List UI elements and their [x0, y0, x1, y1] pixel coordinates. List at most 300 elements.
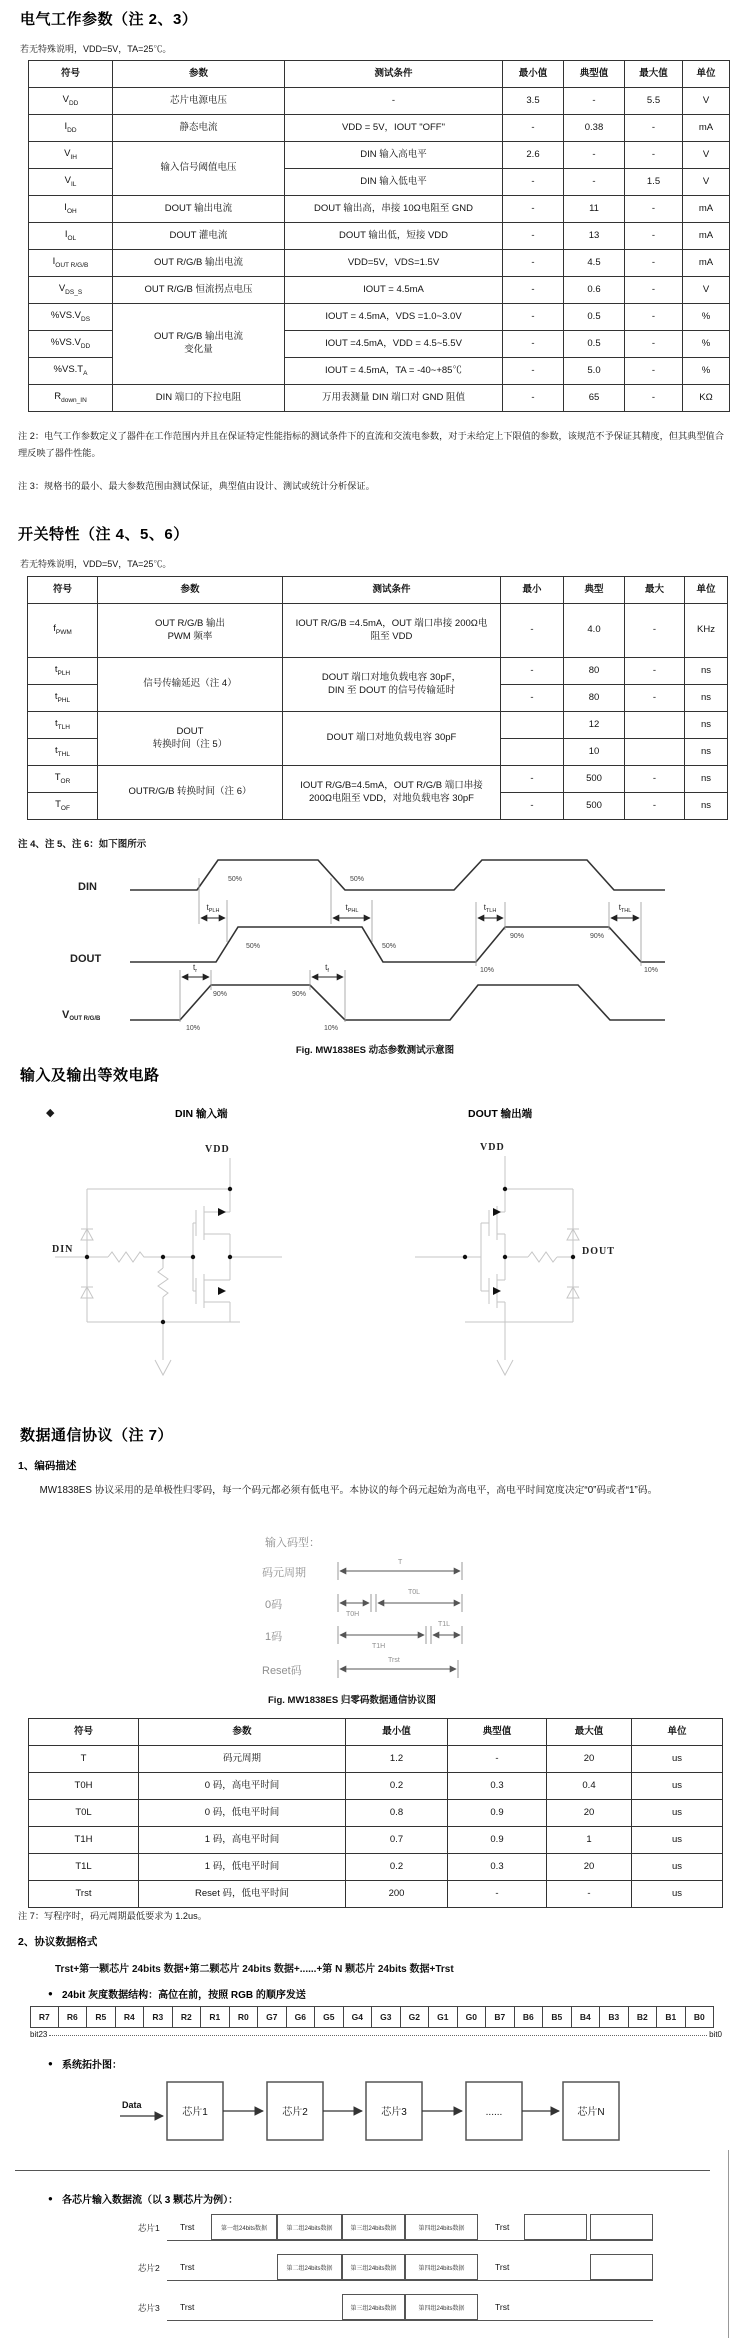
col-symbol: 符号 — [29, 1719, 139, 1746]
symbol-cell: $V_{DS\_S}$ — [29, 277, 113, 304]
col-unit: 单位 — [683, 61, 730, 88]
unit-cell: % — [683, 304, 730, 331]
dotted-leader — [49, 2035, 707, 2036]
table-row — [29, 142, 730, 169]
table-row — [29, 1800, 723, 1827]
cond-cell: - — [285, 88, 503, 115]
min-cell: 1.2 — [346, 1746, 448, 1773]
symbol-cell: $V_{IL}$ — [29, 169, 113, 196]
stream-baseline — [167, 2320, 653, 2321]
param-cell: OUT R/G/B 恒流拐点电压 — [113, 277, 285, 304]
symbol-cell: $I_{DD}$ — [29, 115, 113, 142]
col-unit: 单位 — [632, 1719, 723, 1746]
dout-output-circuit — [415, 1142, 615, 1375]
symbol-cell: $V_{DD}$ — [29, 88, 113, 115]
tf-label: $t_f$ — [325, 963, 329, 974]
symbol-cell: $I_{OUT R/G/B}$ — [29, 250, 113, 277]
T-label: T — [398, 1559, 403, 1566]
typ-cell: 0.38 — [564, 115, 625, 142]
table-row — [29, 1854, 723, 1881]
symbol-cell: $V_{IH}$ — [29, 142, 113, 169]
symbol-cell: Trst — [29, 1881, 139, 1908]
data-group-box: 第三组24bits数据 — [342, 2214, 405, 2240]
col-typ: 典型值 — [564, 61, 625, 88]
min-cell — [501, 712, 564, 739]
max-cell: - — [625, 115, 683, 142]
table-row — [29, 223, 730, 250]
max-cell: - — [625, 604, 685, 658]
unit-cell: % — [683, 331, 730, 358]
typ-cell: 0.3 — [448, 1854, 547, 1881]
cond-cell: IOUT R/G/B=4.5mA，OUT R/G/B 端口串接 200Ω电阻至 VDD，对地负载电容 30pF — [283, 766, 501, 820]
symbol-cell: $t_{PHL}$ — [28, 685, 98, 712]
typ-cell: - — [564, 88, 625, 115]
unit-cell: us — [632, 1800, 723, 1827]
data-group-box: 第四组24bits数据 — [405, 2214, 478, 2240]
din-pin-label: DIN — [52, 1244, 74, 1255]
T0L-label: T0L — [408, 1589, 421, 1596]
bit-cell: R6 — [59, 2006, 88, 2028]
pct-label: 10% — [324, 1025, 339, 1032]
chip-box-label: 芯片2 — [282, 2107, 308, 2118]
table-row — [29, 1881, 723, 1908]
data-label: Data — [122, 2100, 142, 2110]
table-row — [28, 766, 728, 793]
cond-cell: VDD = 5V，IOUT "OFF" — [285, 115, 503, 142]
table-row — [29, 196, 730, 223]
col-param: 参数 — [113, 61, 285, 88]
section-title-protocol: 数据通信协议（注 7） — [20, 1427, 174, 1444]
col-symbol: 符号 — [28, 577, 98, 604]
unit-cell: ns — [685, 793, 728, 820]
typ-cell: 4.5 — [564, 250, 625, 277]
bit-cell: B1 — [657, 2006, 686, 2028]
min-cell: 2.6 — [503, 142, 564, 169]
stream-chip-label: 芯片3 — [138, 2303, 160, 2313]
typ-cell: 0.6 — [564, 277, 625, 304]
bit-range-line — [30, 2030, 722, 2039]
min-cell: - — [503, 169, 564, 196]
max-cell: - — [625, 331, 683, 358]
tplh-label: $t_{PLH}$ — [206, 903, 220, 914]
symbol-cell: $t_{PLH}$ — [28, 658, 98, 685]
dout-pin-label: DOUT — [582, 1246, 615, 1257]
unit-cell: KHz — [685, 604, 728, 658]
pct-label: 50% — [350, 876, 365, 883]
bit23-label: bit23 — [30, 2030, 48, 2039]
cond-cell: DIN 输入高电平 — [285, 142, 503, 169]
chip-box-label: ...... — [485, 2107, 503, 2118]
page-divider — [15, 2170, 710, 2171]
typ-cell: 65 — [564, 385, 625, 412]
symbol-cell: T0L — [29, 1800, 139, 1827]
table-row — [29, 385, 730, 412]
typ-cell: 11 — [564, 196, 625, 223]
section-title-electrical: 电气工作参数（注 2、3） — [20, 11, 198, 28]
table-row — [29, 277, 730, 304]
symbol-cell: $t_{TLH}$ — [28, 712, 98, 739]
min-cell: - — [503, 250, 564, 277]
bit-cell: B4 — [572, 2006, 601, 2028]
col-min: 最小 — [501, 577, 564, 604]
symbol-cell: T1L — [29, 1854, 139, 1881]
din-input-circuit — [52, 1144, 282, 1375]
unit-cell: ns — [685, 658, 728, 685]
max-cell: 20 — [547, 1854, 632, 1881]
ttlh-label: $t_{TLH}$ — [483, 903, 497, 914]
data-group-box: 第四组24bits数据 — [405, 2254, 478, 2280]
param-cell: DOUT 灌电流 — [113, 223, 285, 250]
typ-cell: 4.0 — [564, 604, 625, 658]
bit-cell: B0 — [686, 2006, 715, 2028]
code0-label: 0码 — [265, 1599, 283, 1611]
typ-cell: 0.5 — [564, 331, 625, 358]
din-circuit-title: DIN 输入端 — [175, 1108, 228, 1120]
empty-data-box — [590, 2214, 653, 2240]
param-cell: 1 码，高电平时间 — [139, 1827, 346, 1854]
vdd-label: VDD — [205, 1144, 230, 1155]
bit-cell: R5 — [87, 2006, 116, 2028]
pct-label: 10% — [480, 967, 495, 974]
cond-cell: DOUT 端口对地负载电容 30pF， DIN 至 DOUT 的信号传输延时 — [283, 658, 501, 712]
min-cell: - — [501, 658, 564, 685]
col-min: 最小值 — [503, 61, 564, 88]
table-row — [29, 115, 730, 142]
unit-cell: us — [632, 1881, 723, 1908]
trst-label: Trst — [495, 2262, 510, 2272]
unit-cell: mA — [683, 250, 730, 277]
symbol-cell: $t_{THL}$ — [28, 739, 98, 766]
bit-cell: R2 — [173, 2006, 202, 2028]
symbol-cell: $T_{OF}$ — [28, 793, 98, 820]
cond-cell: DIN 输入低电平 — [285, 169, 503, 196]
symbol-cell: T1H — [29, 1827, 139, 1854]
T1L-label: T1L — [438, 1621, 451, 1628]
note-7: 注 7：写程序时，码元周期最低要求为 1.2us。 — [18, 1911, 207, 1921]
code-period-label: 码元周期 — [262, 1567, 306, 1579]
param-cell: DIN 端口的下拉电阻 — [113, 385, 285, 412]
typ-cell: - — [448, 1746, 547, 1773]
max-cell: - — [625, 250, 683, 277]
param-cell: 0 码，低电平时间 — [139, 1800, 346, 1827]
note-2: 注 2：电气工作参数定义了器件在工作范围内并且在保证特定性能指标的测试条件下的直流和交流电参数，对于未给定上下限值的参数，该规范不予保证其精度，但其典型值合理反映了器件性能。 — [18, 431, 724, 459]
cond-cell: IOUT R/G/B =4.5mA，OUT 端口串接 200Ω电 阻至 VDD — [283, 604, 501, 658]
param-cell: 1 码，低电平时间 — [139, 1854, 346, 1881]
trst-label: Trst — [180, 2262, 195, 2272]
symbol-cell: $T_{OR}$ — [28, 766, 98, 793]
max-cell: 20 — [547, 1800, 632, 1827]
symbol-cell: $f_{PWM}$ — [28, 604, 98, 658]
encoding-diagram — [0, 1532, 750, 1692]
din-waveform — [130, 860, 665, 890]
equivalent-circuits-diagram — [0, 1128, 750, 1420]
stream-baseline — [167, 2280, 653, 2281]
test-condition-line: 若无特殊说明，VDD=5V，TA=25℃。 — [20, 44, 172, 54]
data-group-box: 第四组24bits数据 — [405, 2294, 478, 2320]
max-cell: - — [625, 358, 683, 385]
stream-baseline — [167, 2240, 653, 2241]
col-cond: 测试条件 — [285, 61, 503, 88]
symbol-cell: $\%VS.V_{DD}$ — [29, 331, 113, 358]
typ-cell: 500 — [564, 793, 625, 820]
bit-cell: R7 — [30, 2006, 59, 2028]
unit-cell: ns — [685, 712, 728, 739]
trst-label: Trst — [180, 2222, 195, 2232]
max-cell: 1 — [547, 1827, 632, 1854]
table-header-row — [29, 61, 730, 88]
trst-label: Trst — [495, 2302, 510, 2312]
bit-cell: R3 — [144, 2006, 173, 2028]
max-cell: - — [625, 685, 685, 712]
min-cell: - — [503, 277, 564, 304]
max-cell: 0.4 — [547, 1773, 632, 1800]
typ-cell: - — [564, 169, 625, 196]
col-min: 最小值 — [346, 1719, 448, 1746]
unit-cell: ns — [685, 739, 728, 766]
bit-structure-row — [30, 2006, 714, 2028]
table-row — [29, 1773, 723, 1800]
note-456: 注 4、注 5、注 6：如下图所示 — [18, 839, 147, 850]
page-border-line — [728, 2150, 729, 2338]
table-row — [28, 658, 728, 685]
min-cell: 200 — [346, 1881, 448, 1908]
symbol-cell: T0H — [29, 1773, 139, 1800]
bit-cell: B2 — [629, 2006, 658, 2028]
param-cell: OUTR/G/B 转换时间（注 6） — [98, 766, 283, 820]
tthl-label: $t_{THL}$ — [618, 903, 632, 914]
typ-cell: 0.3 — [448, 1773, 547, 1800]
cond-cell: IOUT = 4.5mA — [285, 277, 503, 304]
param-cell: OUT R/G/B 输出电流 — [113, 250, 285, 277]
bit-cell: R0 — [230, 2006, 259, 2028]
empty-data-box — [590, 2254, 653, 2280]
table-header-row — [28, 577, 728, 604]
max-cell: - — [625, 277, 683, 304]
min-cell: - — [501, 793, 564, 820]
data-group-box: 第二组24bits数据 — [277, 2214, 342, 2240]
bit-cell: G7 — [258, 2006, 287, 2028]
bit-cell: G0 — [458, 2006, 487, 2028]
max-cell: - — [625, 196, 683, 223]
unit-cell: ns — [685, 685, 728, 712]
T0H-label: T0H — [346, 1611, 360, 1618]
min-cell: - — [501, 604, 564, 658]
table-row — [29, 88, 730, 115]
typ-cell: 500 — [564, 766, 625, 793]
bit-cell: G1 — [429, 2006, 458, 2028]
unit-cell: us — [632, 1773, 723, 1800]
encoding-figure-caption: Fig. MW1838ES 归零码数据通信协议图 — [268, 1695, 436, 1706]
param-cell: 码元周期 — [139, 1746, 346, 1773]
max-cell: - — [625, 223, 683, 250]
T1H-label: T1H — [372, 1643, 386, 1650]
min-cell: 0.2 — [346, 1854, 448, 1881]
bit-cell: G4 — [344, 2006, 373, 2028]
unit-cell: us — [632, 1746, 723, 1773]
max-cell: 1.5 — [625, 169, 683, 196]
max-cell: - — [625, 142, 683, 169]
timing-figure-caption: Fig. MW1838ES 动态参数测试示意图 — [295, 1045, 455, 1056]
input-code-intro: 输入码型： — [265, 1537, 320, 1549]
bit-cell: G3 — [372, 2006, 401, 2028]
table-row — [29, 304, 730, 331]
param-cell: Reset 码，低电平时间 — [139, 1881, 346, 1908]
subsection-encoding: 1、编码描述 — [18, 1460, 77, 1472]
electrical-parameters-table — [28, 60, 730, 412]
code1-label: 1码 — [265, 1631, 283, 1643]
cond-cell: DOUT 输出高，串接 10Ω电阻至 GND — [285, 196, 503, 223]
unit-cell: mA — [683, 115, 730, 142]
dout-label: DOUT — [70, 953, 102, 965]
table-row — [29, 250, 730, 277]
vout-label: VOUT R/G/B — [62, 1009, 101, 1022]
subsection-data-format: 2、协议数据格式 — [18, 1936, 98, 1948]
col-param: 参数 — [98, 577, 283, 604]
unit-cell: KΩ — [683, 385, 730, 412]
data-group-box: 第三组24bits数据 — [342, 2254, 405, 2280]
cond-cell: IOUT =4.5mA，VDD = 4.5~5.5V — [285, 331, 503, 358]
table-row — [29, 1746, 723, 1773]
cond-cell: 万用表测量 DIN 端口对 GND 阻值 — [285, 385, 503, 412]
pct-label: 10% — [186, 1025, 201, 1032]
trst-label: Trst — [495, 2222, 510, 2232]
unit-cell: V — [683, 277, 730, 304]
min-cell: - — [501, 685, 564, 712]
bit-cell: R1 — [201, 2006, 230, 2028]
typ-cell: - — [448, 1881, 547, 1908]
stream-chip-label: 芯片1 — [138, 2223, 160, 2233]
dimension-ticks — [180, 878, 641, 1022]
symbol-cell: $I_{OH}$ — [29, 196, 113, 223]
bit-cell: G5 — [315, 2006, 344, 2028]
bit0-label: bit0 — [709, 2030, 722, 2039]
unit-cell: us — [632, 1827, 723, 1854]
bit-cell: B7 — [486, 2006, 515, 2028]
typ-cell: 0.5 — [564, 304, 625, 331]
param-cell: 芯片电源电压 — [113, 88, 285, 115]
col-max: 最大值 — [625, 61, 683, 88]
symbol-cell: $\%VS.V_{DS}$ — [29, 304, 113, 331]
symbol-cell: $\%VS.T_A$ — [29, 358, 113, 385]
bit-cell: R4 — [116, 2006, 145, 2028]
system-topology-diagram — [0, 2078, 750, 2148]
unit-cell: us — [632, 1854, 723, 1881]
table-row — [28, 604, 728, 658]
diamond-icon: ◆ — [46, 1107, 55, 1119]
min-cell: - — [503, 331, 564, 358]
max-cell — [625, 739, 685, 766]
test-condition-line: 若无特殊说明，VDD=5V，TA=25℃。 — [20, 559, 172, 569]
tphl-label: $t_{PHL}$ — [345, 903, 359, 914]
data-group-box: 第二组24bits数据 — [277, 2254, 342, 2280]
typ-cell: 12 — [564, 712, 625, 739]
data-group-box: 第三组24bits数据 — [342, 2294, 405, 2320]
pct-label: 90% — [292, 991, 307, 998]
cond-cell: DOUT 端口对地负载电容 30pF — [283, 712, 501, 766]
col-typ: 典型 — [564, 577, 625, 604]
protocol-formula: Trst+第一颗芯片 24bits 数据+第二颗芯片 24bits 数据+......+第 N 颗芯片 24bits 数据+Trst — [55, 1964, 454, 1975]
col-max: 最大 — [625, 577, 685, 604]
min-cell: 0.7 — [346, 1827, 448, 1854]
min-cell: - — [503, 385, 564, 412]
pct-label: 90% — [510, 933, 525, 940]
col-typ: 典型值 — [448, 1719, 547, 1746]
max-cell — [625, 712, 685, 739]
min-cell: - — [501, 766, 564, 793]
bit-cell: G2 — [401, 2006, 430, 2028]
cond-cell: DOUT 输出低，短接 VDD — [285, 223, 503, 250]
chip-box-label: 芯片N — [577, 2107, 605, 2118]
typ-cell: 5.0 — [564, 358, 625, 385]
col-unit: 单位 — [685, 577, 728, 604]
chip-box-label: 芯片3 — [381, 2107, 407, 2118]
tr-label: $t_r$ — [192, 963, 198, 974]
max-cell: - — [547, 1881, 632, 1908]
param-cell: DOUT 输出电流 — [113, 196, 285, 223]
empty-data-box — [524, 2214, 587, 2240]
vdd-label: VDD — [480, 1142, 505, 1153]
section-title-circuits: 输入及输出等效电路 — [20, 1067, 160, 1084]
min-cell: 3.5 — [503, 88, 564, 115]
note-3: 注 3：规格书的最小、最大参数范围由测试保证，典型值由设计、测试或统计分析保证。 — [18, 481, 375, 491]
section-title-switching: 开关特性（注 4、5、6） — [18, 526, 189, 543]
table-header-row — [29, 1719, 723, 1746]
encoding-paragraph: MW1838ES 协议采用的是单极性归零码，每一个码元都必须有低电平。本协议的每个码元起始为高电平，高电平时间宽度决定“0”码或者“1”码。 — [39, 1485, 658, 1496]
vout-waveform — [130, 985, 665, 1020]
unit-cell: V — [683, 142, 730, 169]
protocol-timing-table — [28, 1718, 723, 1908]
typ-cell: 80 — [564, 685, 625, 712]
param-cell: 静态电流 — [113, 115, 285, 142]
topology-heading: 系统拓扑图： — [62, 2060, 122, 2071]
col-symbol: 符号 — [29, 61, 113, 88]
data-stream-heading: 各芯片输入数据流（以 3 颗芯片为例）： — [62, 2195, 239, 2206]
unit-cell: V — [683, 88, 730, 115]
typ-cell: - — [564, 142, 625, 169]
max-cell: - — [625, 304, 683, 331]
pct-label: 10% — [644, 967, 659, 974]
bit-cell: B5 — [543, 2006, 572, 2028]
param-cell: 输入信号阈值电压 — [113, 142, 285, 196]
typ-cell: 10 — [564, 739, 625, 766]
cond-cell: VDD=5V，VDS=1.5V — [285, 250, 503, 277]
min-cell: - — [503, 196, 564, 223]
symbol-cell: $R_{down\_IN}$ — [29, 385, 113, 412]
chip-box-label: 芯片1 — [182, 2107, 208, 2118]
bit-cell: B3 — [600, 2006, 629, 2028]
dimension-arrows — [338, 1562, 462, 1678]
pct-label: 90% — [213, 991, 228, 998]
min-cell: - — [503, 115, 564, 142]
min-cell: - — [503, 358, 564, 385]
din-label: DIN — [78, 881, 97, 893]
param-cell: 信号传输延迟（注 4） — [98, 658, 283, 712]
data-group-box: 第一组24bits数据 — [211, 2214, 277, 2240]
unit-cell: mA — [683, 196, 730, 223]
bullet-icon: ● — [48, 2059, 53, 2068]
max-cell: - — [625, 385, 683, 412]
param-cell: OUT R/G/B 输出电流 变化量 — [113, 304, 285, 385]
typ-cell: 0.9 — [448, 1800, 547, 1827]
col-param: 参数 — [139, 1719, 346, 1746]
switching-characteristics-table — [27, 576, 728, 820]
pct-label: 50% — [246, 943, 261, 950]
unit-cell: % — [683, 358, 730, 385]
min-cell: - — [503, 223, 564, 250]
bit-structure-heading: 24bit 灰度数据结构：高位在前，按照 RGB 的顺序发送 — [62, 1990, 306, 2001]
bullet-icon: ● — [48, 1989, 53, 1998]
table-row — [29, 1827, 723, 1854]
